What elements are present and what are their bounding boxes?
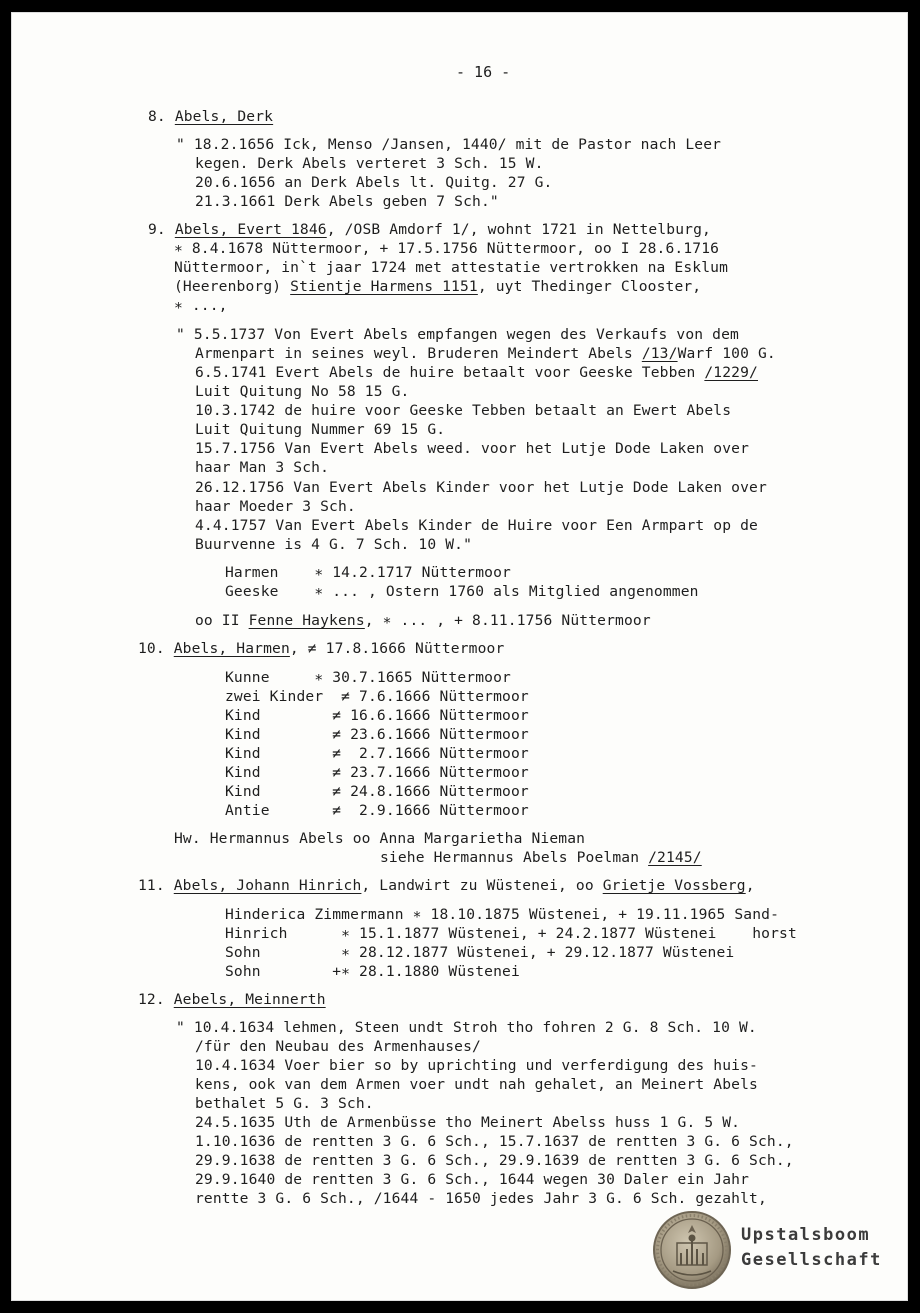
text-line: [195, 1189, 767, 1208]
text-segment: , /OSB Amdorf 1/, wohnt 1721 in Nettelburg,: [326, 221, 711, 238]
text-line: [195, 382, 409, 401]
text-segment: 21.3.1661 Derk Abels geben 7 Sch.": [195, 193, 499, 210]
text-line: [225, 924, 797, 943]
brand-name-line2: Gesellschaft: [741, 1250, 882, 1270]
text-segment: Sohn ∗ 28.12.1877 Wüstenei, + 29.12.1877 Wüstenei: [225, 944, 735, 961]
text-segment: " 5.5.1737 Von Evert Abels empfangen wegen des Verkaufs von dem: [176, 326, 739, 343]
text-line: [195, 1037, 481, 1056]
text-segment: ∗ 8.4.1678 Nüttermoor, + 17.5.1756 Nüttermoor, oo I 28.6.1716: [174, 240, 720, 257]
text-line: [225, 563, 511, 582]
text-segment: Buurvenne is 4 G. 7 Sch. 10 W.": [195, 536, 473, 553]
underlined-name: Grietje Vossberg: [602, 877, 746, 894]
text-segment: Warf 100 G.: [677, 345, 776, 362]
text-line: [225, 582, 699, 601]
underlined-name: Stientje Harmens 1151: [290, 278, 478, 295]
text-line: [174, 258, 728, 277]
text-segment: 26.12.1756 Van Evert Abels Kinder voor het Lutje Dode Laken over: [195, 479, 767, 496]
text-line: [174, 296, 228, 315]
underlined-name: Fenne Haykens: [248, 612, 365, 629]
underlined-name: Abels, Derk: [174, 108, 274, 125]
text-segment: haar Moeder 3 Sch.: [195, 498, 356, 515]
text-segment: kens, ook van dem Armen voer undt nah gehalet, an Meinert Abels: [195, 1076, 758, 1093]
text-segment: Harmen ∗ 14.2.1717 Nüttermoor: [225, 564, 511, 581]
text-segment: 20.6.1656 an Derk Abels lt. Quitg. 27 G.: [195, 174, 553, 191]
text-segment: Sohn +∗ 28.1.1880 Wüstenei: [225, 963, 520, 980]
text-line: [195, 173, 552, 192]
text-segment: Hinrich ∗ 15.1.1877 Wüstenei, + 24.2.1877 Wüstenei horst: [225, 925, 797, 942]
text-line: [225, 962, 520, 981]
text-segment: 10.: [138, 640, 174, 657]
text-segment: Kunne ∗ 30.7.1665 Nüttermoor: [225, 669, 511, 686]
text-line: [195, 1170, 749, 1189]
text-segment: Kind ≠ 2.7.1666 Nüttermoor: [225, 745, 529, 762]
text-line: [176, 135, 721, 154]
underlined-name: Abels, Harmen: [173, 640, 290, 657]
text-segment: Kind ≠ 24.8.1666 Nüttermoor: [225, 783, 529, 800]
text-line: [138, 639, 504, 658]
text-segment: Armenpart in seines weyl. Bruderen Meindert Abels: [195, 345, 642, 362]
text-line: [174, 239, 719, 258]
text-segment: 29.9.1638 de rentten 3 G. 6 Sch., 29.9.1639 de rentten 3 G. 6 Sch.,: [195, 1152, 794, 1169]
text-segment: 6.5.1741 Evert Abels de huire betaalt voor Geeske Tebben: [195, 364, 705, 381]
text-line: [195, 154, 544, 173]
text-segment: Luit Quitung No 58 15 G.: [195, 383, 410, 400]
text-segment: 24.5.1635 Uth de Armenbüsse tho Meinert Abelss huss 1 G. 5 W.: [195, 1114, 741, 1131]
text-segment: 1.10.1636 de rentten 3 G. 6 Sch., 15.7.1637 de rentten 3 G. 6 Sch.,: [195, 1133, 794, 1150]
text-line: [138, 990, 326, 1009]
text-segment: 4.4.1757 Van Evert Abels Kinder de Huire voor Een Armpart op de: [195, 517, 758, 534]
document-page: [11, 12, 908, 1301]
text-segment: siehe Hermannus Abels Poelman: [380, 849, 649, 866]
underlined-name: Abels, Johann Hinrich: [173, 877, 362, 894]
text-line: [195, 611, 651, 630]
text-segment: Kind ≠ 23.7.1666 Nüttermoor: [225, 764, 529, 781]
text-segment: 8.: [148, 108, 175, 125]
text-segment: zwei Kinder ≠ 7.6.1666 Nüttermoor: [225, 688, 529, 705]
text-line: [195, 458, 329, 477]
text-segment: Antie ≠ 2.9.1666 Nüttermoor: [225, 802, 529, 819]
text-segment: Hw. Hermannus Abels oo Anna Margarietha Nieman: [174, 830, 586, 847]
text-segment: rentte 3 G. 6 Sch., /1644 - 1650 jedes Jahr 3 G. 6 Sch. gezahlt,: [195, 1190, 767, 1207]
text-segment: 10.3.1742 de huire voor Geeske Tebben betaalt an Ewert Abels: [195, 402, 732, 419]
text-line: [225, 744, 529, 763]
text-segment: 9.: [148, 221, 175, 238]
underlined-name: /1229/: [704, 364, 758, 381]
upstalsboom-seal-icon: [651, 1209, 733, 1291]
text-segment: , Landwirt zu Wüstenei, oo: [361, 877, 603, 894]
text-line: [195, 1075, 758, 1094]
page-number: - 16 -: [456, 63, 511, 81]
text-line: [380, 848, 702, 867]
text-segment: 29.9.1640 de rentten 3 G. 6 Sch., 1644 wegen 30 Daler ein Jahr: [195, 1171, 750, 1188]
text-line: [148, 220, 711, 239]
text-line: [225, 706, 529, 725]
text-line: [195, 516, 758, 535]
text-segment: , uyt Thedinger Clooster,: [477, 278, 702, 295]
text-line: [174, 277, 701, 296]
underlined-name: Abels, Evert 1846: [174, 221, 327, 238]
text-segment: /für den Neubau des Armenhauses/: [195, 1038, 481, 1055]
underlined-name: /2145/: [648, 849, 702, 866]
text-line: [195, 363, 758, 382]
text-segment: ∗ ...,: [174, 297, 228, 314]
text-segment: , ∗ ... , + 8.11.1756 Nüttermoor: [364, 612, 651, 629]
text-line: [138, 876, 755, 895]
text-line: [195, 497, 356, 516]
text-segment: bethalet 5 G. 3 Sch.: [195, 1095, 374, 1112]
text-line: [195, 1132, 794, 1151]
brand-name-line1: Upstalsboom: [741, 1225, 871, 1245]
text-line: [195, 401, 731, 420]
underlined-name: Aebels, Meinnerth: [173, 991, 326, 1008]
text-line: [148, 107, 273, 126]
text-line: [195, 1151, 794, 1170]
text-line: [225, 782, 529, 801]
text-segment: 15.7.1756 Van Evert Abels weed. voor het Lutje Dode Laken over: [195, 440, 750, 457]
text-segment: Hinderica Zimmermann ∗ 18.10.1875 Wüstenei, + 19.11.1965 Sand-: [225, 906, 780, 923]
text-segment: 10.4.1634 Voer bier so by uprichting und verferdigung des huis-: [195, 1057, 758, 1074]
text-segment: Kind ≠ 23.6.1666 Nüttermoor: [225, 726, 529, 743]
text-line: [195, 535, 472, 554]
text-line: [225, 943, 734, 962]
text-line: [195, 478, 767, 497]
text-segment: Luit Quitung Nummer 69 15 G.: [195, 421, 446, 438]
text-line: [195, 344, 776, 363]
text-line: [225, 801, 529, 820]
text-line: [225, 763, 529, 782]
text-segment: kegen. Derk Abels verteret 3 Sch. 15 W.: [195, 155, 544, 172]
text-segment: (Heerenborg): [174, 278, 291, 295]
text-segment: " 10.4.1634 lehmen, Steen undt Stroh tho fohren 2 G. 8 Sch. 10 W.: [176, 1019, 757, 1036]
text-segment: , ≠ 17.8.1666 Nüttermoor: [289, 640, 505, 657]
text-segment: ,: [745, 877, 755, 894]
text-segment: haar Man 3 Sch.: [195, 459, 330, 476]
text-segment: 11.: [138, 877, 174, 894]
text-segment: 12.: [138, 991, 174, 1008]
text-line: [176, 1018, 757, 1037]
text-line: [225, 725, 529, 744]
text-line: [195, 1094, 374, 1113]
text-line: [176, 325, 739, 344]
text-line: [225, 905, 779, 924]
text-segment: " 18.2.1656 Ick, Menso /Jansen, 1440/ mit de Pastor nach Leer: [176, 136, 722, 153]
text-line: [195, 420, 445, 439]
text-line: [195, 439, 749, 458]
text-line: [195, 192, 499, 211]
text-segment: oo II: [195, 612, 249, 629]
text-line: [195, 1113, 740, 1132]
text-line: [174, 829, 585, 848]
text-line: [195, 1056, 758, 1075]
text-segment: Kind ≠ 16.6.1666 Nüttermoor: [225, 707, 529, 724]
text-line: [225, 687, 529, 706]
text-segment: Nüttermoor, in`t jaar 1724 met attestatie vertrokken na Esklum: [174, 259, 729, 276]
underlined-name: /13/: [641, 345, 678, 362]
text-line: [225, 668, 511, 687]
text-segment: Geeske ∗ ... , Ostern 1760 als Mitglied angenommen: [225, 583, 699, 600]
